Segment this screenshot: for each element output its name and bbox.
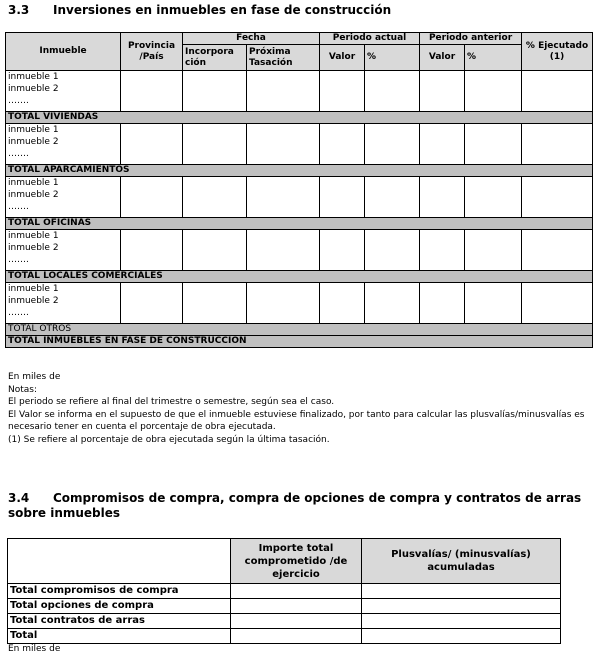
cell[interactable] (420, 230, 465, 271)
item-dots: ……. (8, 149, 29, 159)
section-3-4-title (8, 491, 583, 521)
note-line: El Valor se informa en el supuesto de que el inmueble estuviese finalizado, por tanto para calcular las plusvalías/minusvalías es necesario tener en cuenta el porcentaje de obra ejecutada. (8, 409, 585, 432)
row-label: Total (8, 629, 231, 644)
item-1: inmueble 1 (8, 125, 59, 135)
cell[interactable] (365, 71, 420, 112)
header-importe: Importe total comprometido /de ejercicio (231, 539, 362, 584)
cell[interactable] (420, 124, 465, 165)
header-inmueble: Inmueble (6, 33, 121, 71)
cell[interactable] (231, 629, 362, 644)
section-3-3-title (8, 3, 391, 18)
cell[interactable] (465, 177, 522, 218)
header-pct-ejecutado: % Ejecutado (1) (522, 33, 593, 71)
notes (8, 371, 588, 446)
section-number: 3.4 (8, 491, 30, 505)
cell[interactable] (247, 230, 320, 271)
cell[interactable] (183, 283, 247, 324)
total-label: TOTAL VIVIENDAS (6, 112, 593, 124)
total-label: TOTAL APARCAMIENTOS (6, 165, 593, 177)
note-line: Notas: (8, 384, 38, 395)
header-periodo-anterior: Periodo anterior (420, 33, 522, 45)
cell[interactable] (247, 177, 320, 218)
inmueble-cell (6, 230, 121, 271)
header-proxima-tasacion: Próxima Tasación (247, 45, 320, 71)
row-label: Total opciones de compra (8, 599, 231, 614)
inmueble-cell (6, 124, 121, 165)
total-row (6, 165, 593, 177)
cell[interactable] (231, 614, 362, 629)
inmueble-cell (6, 177, 121, 218)
item-dots: ……. (8, 202, 29, 212)
construction-table (5, 32, 593, 348)
cell[interactable] (183, 71, 247, 112)
cell[interactable] (465, 71, 522, 112)
item-2: inmueble 2 (8, 137, 59, 147)
table-row (6, 283, 593, 324)
footnote: En miles de (8, 644, 61, 654)
item-2: inmueble 2 (8, 296, 59, 306)
item-1: inmueble 1 (8, 231, 59, 241)
total-otros-label: TOTAL OTROS (6, 324, 593, 336)
cell[interactable] (362, 599, 561, 614)
header-pct-anterior: % (465, 45, 522, 71)
row-label: Total contratos de arras (8, 614, 231, 629)
item-1: inmueble 1 (8, 178, 59, 188)
item-1: inmueble 1 (8, 284, 59, 294)
cell[interactable] (365, 124, 420, 165)
cell[interactable] (362, 584, 561, 599)
table-row (6, 230, 593, 271)
total-row (6, 218, 593, 230)
table-row (8, 599, 561, 614)
item-2: inmueble 2 (8, 84, 59, 94)
cell[interactable] (362, 629, 561, 644)
cell[interactable] (231, 584, 362, 599)
header-provincia: Provincia /País (121, 33, 183, 71)
item-dots: ……. (8, 96, 29, 106)
cell[interactable] (247, 124, 320, 165)
section-number: 3.3 (8, 3, 30, 17)
table-row (8, 584, 561, 599)
cell[interactable] (183, 177, 247, 218)
cell[interactable] (522, 71, 593, 112)
cell[interactable] (465, 230, 522, 271)
item-dots: ……. (8, 308, 29, 318)
cell[interactable] (121, 177, 183, 218)
table-row (6, 71, 593, 112)
commitments-table (7, 538, 561, 644)
section-title-text: Compromisos de compra, compra de opciones de compra y contratos de arras sobre inmuebles (8, 491, 582, 520)
cell[interactable] (183, 124, 247, 165)
cell[interactable] (465, 283, 522, 324)
cell[interactable] (121, 283, 183, 324)
note-line: En miles de (8, 372, 61, 382)
table-row (8, 614, 561, 629)
cell[interactable] (121, 230, 183, 271)
cell[interactable] (365, 177, 420, 218)
cell[interactable] (362, 614, 561, 629)
total-row (6, 336, 593, 348)
total-final-label: TOTAL INMUEBLES EN FASE DE CONSTRUCCIÓN (6, 336, 593, 348)
header-periodo-actual: Periodo actual (320, 33, 420, 45)
cell[interactable] (522, 124, 593, 165)
cell[interactable] (522, 230, 593, 271)
header-blank (8, 539, 231, 584)
header-plusvalias: Plusvalías/ (minusvalías) acumuladas (362, 539, 561, 584)
cell[interactable] (320, 177, 365, 218)
cell[interactable] (420, 177, 465, 218)
cell[interactable] (522, 177, 593, 218)
section-title-text: Inversiones en inmuebles en fase de construcción (53, 3, 392, 17)
cell[interactable] (231, 599, 362, 614)
total-label: TOTAL OFICINAS (6, 218, 593, 230)
item-1: inmueble 1 (8, 72, 59, 82)
total-row (6, 112, 593, 124)
note-line: El periodo se refiere al final del trimestre o semestre, según sea el caso. (8, 397, 335, 407)
total-row (6, 324, 593, 336)
cell[interactable] (121, 124, 183, 165)
header-valor-actual: Valor (320, 45, 365, 71)
cell[interactable] (420, 283, 465, 324)
cell[interactable] (320, 71, 365, 112)
cell[interactable] (183, 230, 247, 271)
table-row (6, 124, 593, 165)
item-2: inmueble 2 (8, 190, 59, 200)
header-valor-anterior: Valor (420, 45, 465, 71)
cell[interactable] (320, 230, 365, 271)
header-pct-actual: % (365, 45, 420, 71)
cell[interactable] (320, 283, 365, 324)
total-label: TOTAL LOCALES COMERCIALES (6, 271, 593, 283)
row-label: Total compromisos de compra (8, 584, 231, 599)
cell[interactable] (365, 283, 420, 324)
header-fecha: Fecha (183, 33, 320, 45)
item-2: inmueble 2 (8, 243, 59, 253)
total-row (6, 271, 593, 283)
cell[interactable] (522, 283, 593, 324)
table-row (8, 629, 561, 644)
cell[interactable] (320, 124, 365, 165)
cell[interactable] (365, 230, 420, 271)
inmueble-cell (6, 71, 121, 112)
table-row (6, 177, 593, 218)
cell[interactable] (247, 71, 320, 112)
header-incorporacion: Incorpora ción (183, 45, 247, 71)
inmueble-cell (6, 283, 121, 324)
cell[interactable] (465, 124, 522, 165)
cell[interactable] (247, 283, 320, 324)
note-line: (1) Se refiere al porcentaje de obra ejecutada según la última tasación. (8, 434, 330, 445)
cell[interactable] (121, 71, 183, 112)
cell[interactable] (420, 71, 465, 112)
item-dots: ……. (8, 255, 29, 265)
